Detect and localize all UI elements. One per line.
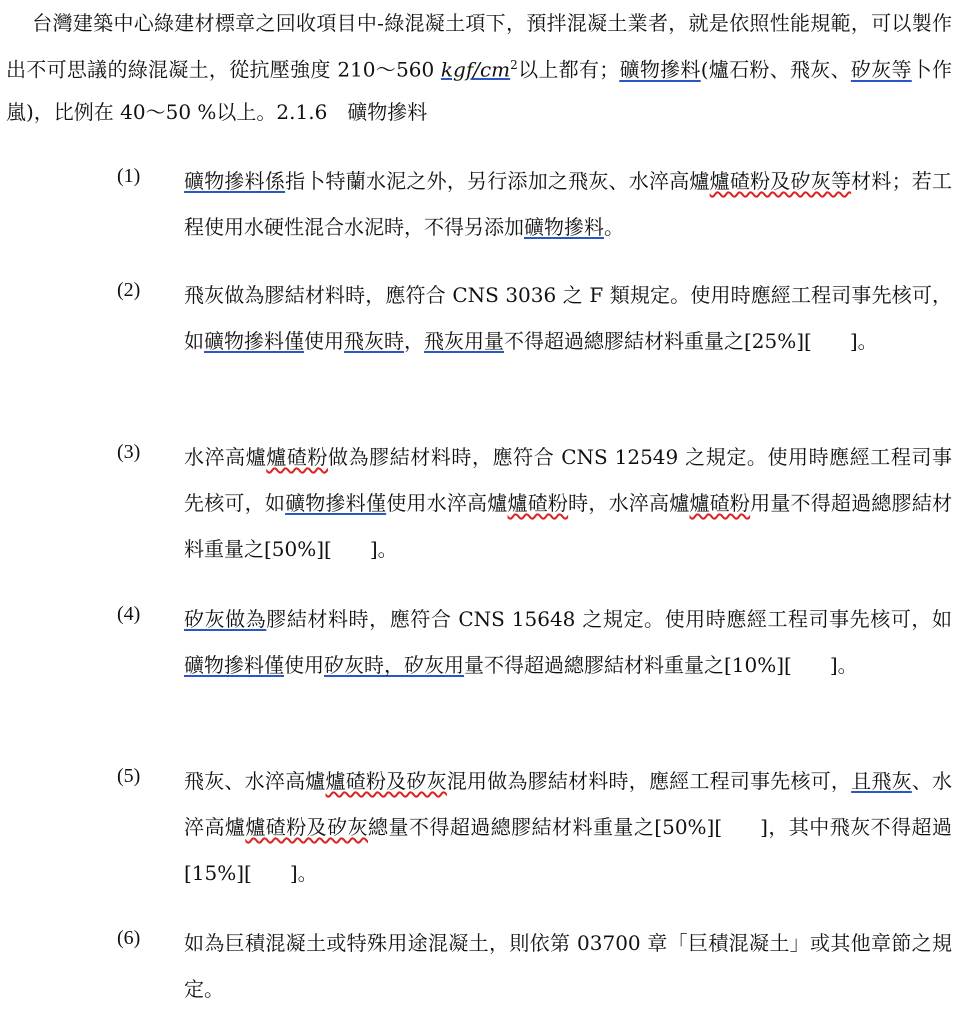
item-text: 使用水淬高爐 — [386, 491, 508, 515]
spellcheck-text: 爐碴粉及矽灰 — [325, 769, 447, 793]
item-text: 材料；若工程使用水硬性混合水泥時，不得另添加 — [184, 169, 953, 239]
item-body — [184, 434, 952, 572]
item-text: 、水淬高爐 — [184, 769, 953, 839]
item-text: 飛灰、水淬高爐 — [184, 769, 326, 793]
item-text: ]。 — [289, 861, 318, 885]
spellcheck-text: 爐碴粉及矽灰 — [245, 815, 369, 839]
item-text: 時，水淬高爐 — [568, 491, 690, 515]
item-text: ]，其中飛灰不得超過[15%][ — [184, 815, 952, 885]
item-number: (6) — [117, 927, 141, 949]
spellcheck-text: 爐碴粉 — [689, 491, 751, 515]
item-text: 膠結材料時，應符合 CNS 15648 之規定。使用時應經工程司事先核可，如 — [266, 607, 952, 631]
item-text: 。 — [604, 215, 624, 239]
intro-text-4: 卜作嵐)，比例在 40～50 %以上。2.1.6 礦物摻料 — [6, 57, 953, 124]
item-number: (5) — [117, 765, 141, 787]
item-number: (2) — [117, 279, 141, 301]
item-body — [184, 158, 952, 250]
underlined-term: 飛灰時 — [344, 329, 404, 353]
unit-superscript: 2 — [510, 58, 518, 72]
intro-text-2: 以上都有； — [517, 57, 620, 82]
item-body — [184, 596, 952, 688]
item-text: ]。 — [849, 329, 878, 353]
item-number: (3) — [117, 441, 141, 463]
item-text: ]。 — [369, 537, 398, 561]
underlined-term: 礦物摻料 — [524, 215, 604, 239]
item-text: ， — [404, 329, 424, 353]
item-text: 用量不得超過總膠結材料重量之[50%][ — [184, 491, 953, 561]
item-number: (1) — [117, 165, 141, 187]
item-text: 指卜特蘭水泥之外，另行添加之飛灰、水淬高爐 — [285, 169, 710, 193]
item-text: ]。 — [829, 653, 858, 677]
intro-text-1: 台灣建築中心綠建材標章之回收項目中-綠混凝土項下，預拌混凝土業者，就是依照性能規範，可以製作出不可思議的綠混凝土，從抗壓強度 210～560 — [6, 11, 952, 82]
item-body — [184, 272, 952, 364]
underlined-term: 且飛灰 — [851, 769, 912, 793]
item-number: (4) — [117, 603, 141, 625]
item-text: 飛灰做為膠結材料時，應符合 CNS 3036 之 F 類規定。使用時應經工程司事先核可，如 — [184, 283, 952, 353]
spellcheck-text: 爐碴粉 — [266, 445, 328, 469]
item-text: 使用 — [284, 653, 324, 677]
underlined-term: 矽灰做為 — [184, 607, 267, 631]
item-text: 做為膠結材料時，應符合 CNS 12549 之規定。使用時應經工程司事先核可，如 — [184, 445, 953, 515]
item-text: 水淬高爐 — [184, 445, 267, 469]
spellcheck-text: 爐碴粉 — [507, 491, 569, 515]
intro-underlined-term-2: 矽灰等 — [850, 57, 912, 82]
intro-paragraph — [6, 2, 952, 133]
item-text: 總量不得超過總膠結材料重量之[50%][ — [368, 815, 723, 839]
underlined-term: 飛灰用量 — [424, 329, 504, 353]
item-body — [184, 920, 952, 1012]
spellcheck-text: 爐碴粉及矽灰等 — [709, 169, 852, 193]
intro-underlined-term-1: 礦物摻料 — [619, 57, 701, 82]
underlined-term: 矽灰時，矽灰用 — [324, 653, 464, 677]
underlined-term: 礦物摻料僅 — [204, 329, 304, 353]
unit-text: kgf/cm — [440, 57, 511, 82]
underlined-term: 礦物摻料係 — [184, 169, 286, 193]
item-text: 量不得超過總膠結材料重量之[10%][ — [464, 653, 792, 677]
item-text: 不得超過總膠結材料重量之[25%][ — [504, 329, 812, 353]
underlined-term: 礦物摻料僅 — [285, 491, 387, 515]
item-text: 如為巨積混凝土或特殊用途混凝土，則依第 03700 章「巨積混凝土」或其他章節之規定。 — [184, 931, 952, 1001]
item-text: 混用做為膠結材料時，應經工程司事先核可， — [446, 769, 852, 793]
item-body — [184, 758, 952, 896]
intro-text-3: (爐石粉、飛灰、 — [700, 57, 851, 82]
underlined-term: 礦物摻料僅 — [184, 653, 284, 677]
item-text: 使用 — [304, 329, 344, 353]
